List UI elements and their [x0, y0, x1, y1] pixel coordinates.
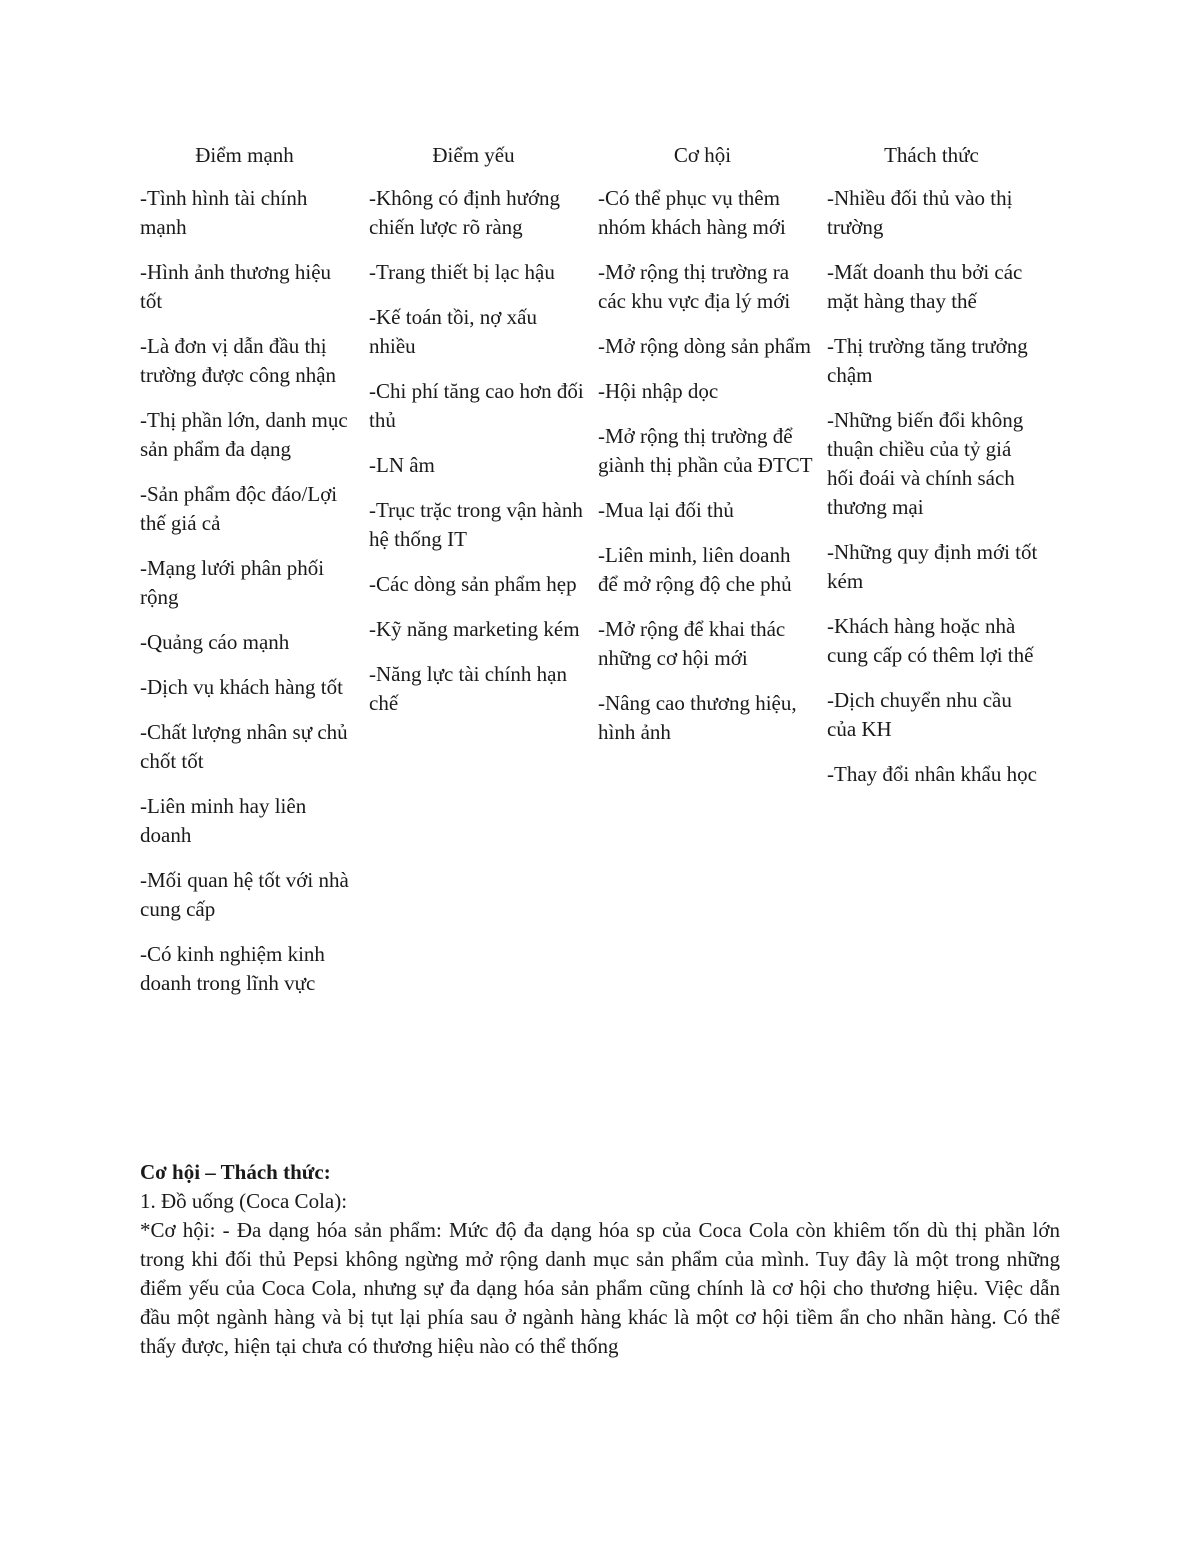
section-subtitle: 1. Đồ uống (Coca Cola): — [140, 1189, 348, 1213]
column-header-opportunities: Cơ hội — [673, 143, 732, 167]
swot-column-opportunities — [598, 140, 827, 1014]
swot-list-item: -Dịch vụ khách hàng tốt — [140, 675, 343, 699]
swot-list-item: -Mở rộng thị trường ra các khu vực địa lý mới — [598, 260, 791, 313]
swot-list-item: -Năng lực tài chính hạn chế — [369, 662, 567, 715]
swot-list-item: -Mất doanh thu bởi các mặt hàng thay thế — [827, 260, 1023, 313]
swot-list-item: -Tình hình tài chính mạnh — [140, 186, 308, 239]
swot-list-item: -Kế toán tồi, nợ xấu nhiều — [369, 305, 537, 358]
swot-list-item: -Mở rộng thị trường để giành thị phần của ĐTCT — [598, 424, 813, 477]
swot-list-item: -Có kinh nghiệm kinh doanh trong lĩnh vực — [140, 942, 325, 995]
column-header-weaknesses: Điểm yếu — [432, 143, 515, 167]
swot-list-item: -Mối quan hệ tốt với nhà cung cấp — [140, 868, 349, 921]
swot-list-item: -Những quy định mới tốt kém — [827, 540, 1038, 593]
swot-list-item: -Mạng lưới phân phối rộng — [140, 556, 325, 609]
swot-list-item: -Hình ảnh thương hiệu tốt — [140, 260, 332, 313]
column-header-strengths: Điểm mạnh — [195, 143, 294, 167]
swot-list-item: -Thị phần lớn, danh mục sản phẩm đa dạng — [140, 408, 348, 461]
swot-list-item: -Dịch chuyển nhu cầu của KH — [827, 688, 1012, 741]
swot-list-item: -Nhiều đối thủ vào thị trường — [827, 186, 1013, 239]
swot-list-item: -Có thể phục vụ thêm nhóm khách hàng mới — [598, 186, 786, 239]
swot-list-item: -Thay đổi nhân khẩu học — [827, 762, 1037, 786]
swot-list-item: -Chi phí tăng cao hơn đối thủ — [369, 379, 584, 432]
swot-column-strengths — [140, 140, 369, 1014]
swot-list-item: -Mua lại đối thủ — [598, 498, 734, 522]
column-header-threats: Thách thức — [884, 143, 979, 167]
swot-list-item: -LN âm — [369, 453, 435, 477]
swot-list-item: -Mở rộng dòng sản phẩm — [598, 334, 811, 358]
swot-list-item: -Những biến đổi không thuận chiều của tỷ giá hối đoái và chính sách thương mại — [827, 408, 1024, 519]
swot-list-item: -Là đơn vị dẫn đầu thị trường được công nhận — [140, 334, 337, 387]
swot-list-item: -Khách hàng hoặc nhà cung cấp có thêm lợi thế — [827, 614, 1034, 667]
swot-list-item: -Các dòng sản phẩm hẹp — [369, 572, 577, 596]
swot-column-threats — [827, 140, 1056, 1014]
swot-list-item: -Trục trặc trong vận hành hệ thống IT — [369, 498, 583, 551]
section-title: Cơ hội – Thách thức: — [140, 1160, 331, 1184]
swot-list-item: -Chất lượng nhân sự chủ chốt tốt — [140, 720, 348, 773]
analysis-section — [140, 1158, 1060, 1361]
swot-list-item: -Liên minh hay liên doanh — [140, 794, 307, 847]
swot-list-item: -Liên minh, liên doanh để mở rộng độ che phủ — [598, 543, 792, 596]
swot-list-item: -Thị trường tăng trưởng chậm — [827, 334, 1028, 387]
swot-list-item: -Quảng cáo mạnh — [140, 630, 290, 654]
swot-list-item: -Nâng cao thương hiệu, hình ảnh — [598, 691, 797, 744]
swot-list-item: -Hội nhập dọc — [598, 379, 719, 403]
swot-column-weaknesses — [369, 140, 598, 1014]
swot-list-item: -Không có định hướng chiến lược rõ ràng — [369, 186, 561, 239]
swot-list-item: -Kỹ năng marketing kém — [369, 617, 580, 641]
swot-list-item: -Trang thiết bị lạc hậu — [369, 260, 555, 284]
swot-list-item: -Sản phẩm độc đáo/Lợi thế giá cả — [140, 482, 338, 535]
swot-table — [140, 140, 1060, 1014]
swot-list-item: -Mở rộng để khai thác những cơ hội mới — [598, 617, 786, 670]
section-paragraph: *Cơ hội: - Đa dạng hóa sản phẩm: Mức độ đa dạng hóa sp của Coca Cola còn khiêm tốn dù thị phần lớn trong khi đối thủ Pepsi không ngừng mở rộng danh mục sản phẩm của mình. Tuy đây là một trong những điểm yếu của Coca Cola, nhưng sự đa dạng hóa sản phẩm cũng chính là cơ hội cho thương hiệu. Việc dẫn đầu một ngành hàng và bị tụt lại phía sau ở ngành hàng khác là một cơ hội tiềm ẩn cho nhãn hàng. Có thể thấy được, hiện tại chưa có thương hiệu nào có thể thống — [140, 1218, 1060, 1358]
